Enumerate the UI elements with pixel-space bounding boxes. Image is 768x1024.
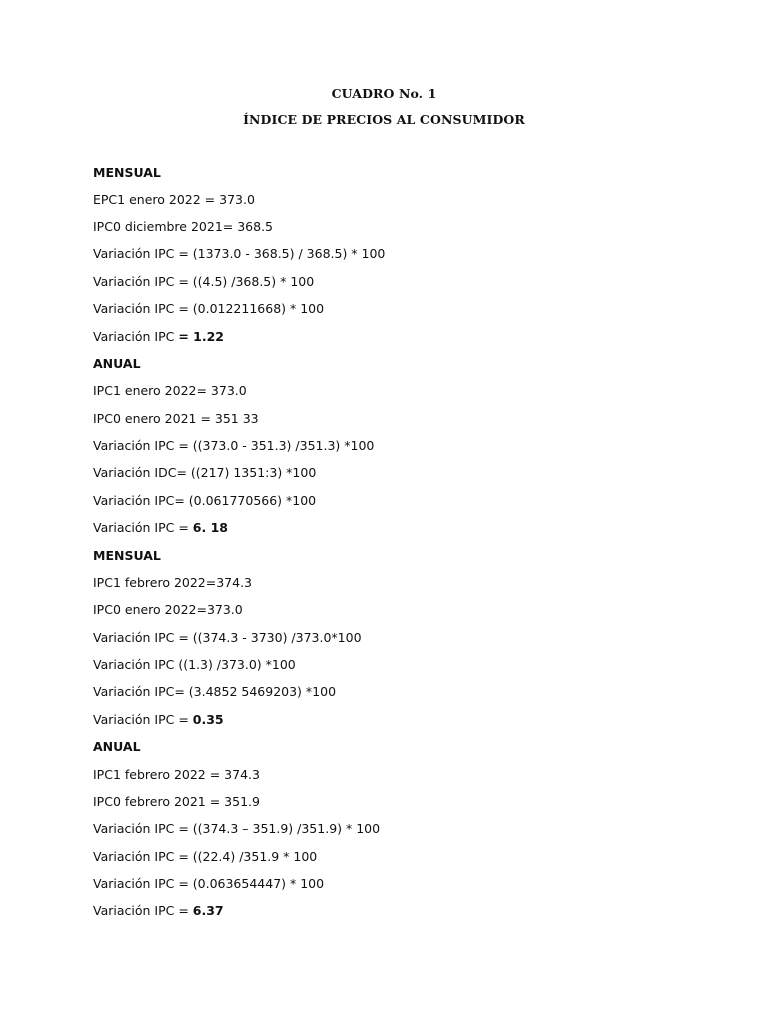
section-line: IPC1 febrero 2022=374.3 bbox=[93, 575, 253, 590]
section-line: Variación IPC = ((4.5) /368.5) * 100 bbox=[93, 274, 315, 289]
section-line: EPC1 enero 2022 = 373.0 bbox=[93, 192, 255, 207]
section-line: Variación IPC = ((374.3 - 3730) /373.0*100 bbox=[93, 630, 362, 645]
document-title: CUADRO No. 1 bbox=[331, 86, 437, 101]
section-line: Variación IDC= ((217) 1351:3) *100 bbox=[93, 465, 317, 480]
section-line: IPC1 febrero 2022 = 374.3 bbox=[93, 767, 260, 782]
section-line: IPC0 febrero 2021 = 351.9 bbox=[93, 794, 260, 809]
section-result bbox=[93, 712, 224, 728]
result-value: = 1.22 bbox=[178, 329, 224, 344]
document-subtitle: ÍNDICE DE PRECIOS AL CONSUMIDOR bbox=[243, 112, 525, 127]
result-label: Variación IPC bbox=[93, 329, 179, 344]
section-heading-mensual: MENSUAL bbox=[93, 165, 161, 180]
result-value: 0.35 bbox=[192, 712, 224, 727]
section-line: IPC1 enero 2022= 373.0 bbox=[93, 383, 247, 398]
section-line: Variación IPC = ((22.4) /351.9 * 100 bbox=[93, 849, 318, 864]
section-line: Variación IPC = (0.063654447) * 100 bbox=[93, 876, 325, 891]
section-result bbox=[93, 903, 224, 919]
section-line: IPC0 enero 2021 = 351 33 bbox=[93, 411, 259, 426]
result-value: 6.37 bbox=[192, 903, 224, 918]
section-heading-mensual: MENSUAL bbox=[93, 548, 161, 563]
section-heading-anual: ANUAL bbox=[93, 739, 141, 754]
section-line: IPC0 diciembre 2021= 368.5 bbox=[93, 219, 274, 234]
section-line: Variación IPC = ((374.3 – 351.9) /351.9) * 100 bbox=[93, 821, 381, 836]
section-heading-anual: ANUAL bbox=[93, 356, 141, 371]
result-value: 6. 18 bbox=[192, 520, 228, 535]
section-line: Variación IPC= (3.4852 5469203) *100 bbox=[93, 684, 337, 699]
result-label: Variación IPC = bbox=[93, 712, 193, 727]
result-label: Variación IPC = bbox=[93, 903, 193, 918]
section-result bbox=[93, 520, 228, 536]
section-line: Variación IPC = (1373.0 - 368.5) / 368.5) * 100 bbox=[93, 246, 386, 261]
section-line: IPC0 enero 2022=373.0 bbox=[93, 602, 243, 617]
section-line: Variación IPC = (0.012211668) * 100 bbox=[93, 301, 325, 316]
section-line: Variación IPC= (0.061770566) *100 bbox=[93, 493, 317, 508]
result-label: Variación IPC = bbox=[93, 520, 193, 535]
section-line: Variación IPC ((1.3) /373.0) *100 bbox=[93, 657, 296, 672]
section-line: Variación IPC = ((373.0 - 351.3) /351.3) *100 bbox=[93, 438, 375, 453]
section-result bbox=[93, 329, 224, 345]
